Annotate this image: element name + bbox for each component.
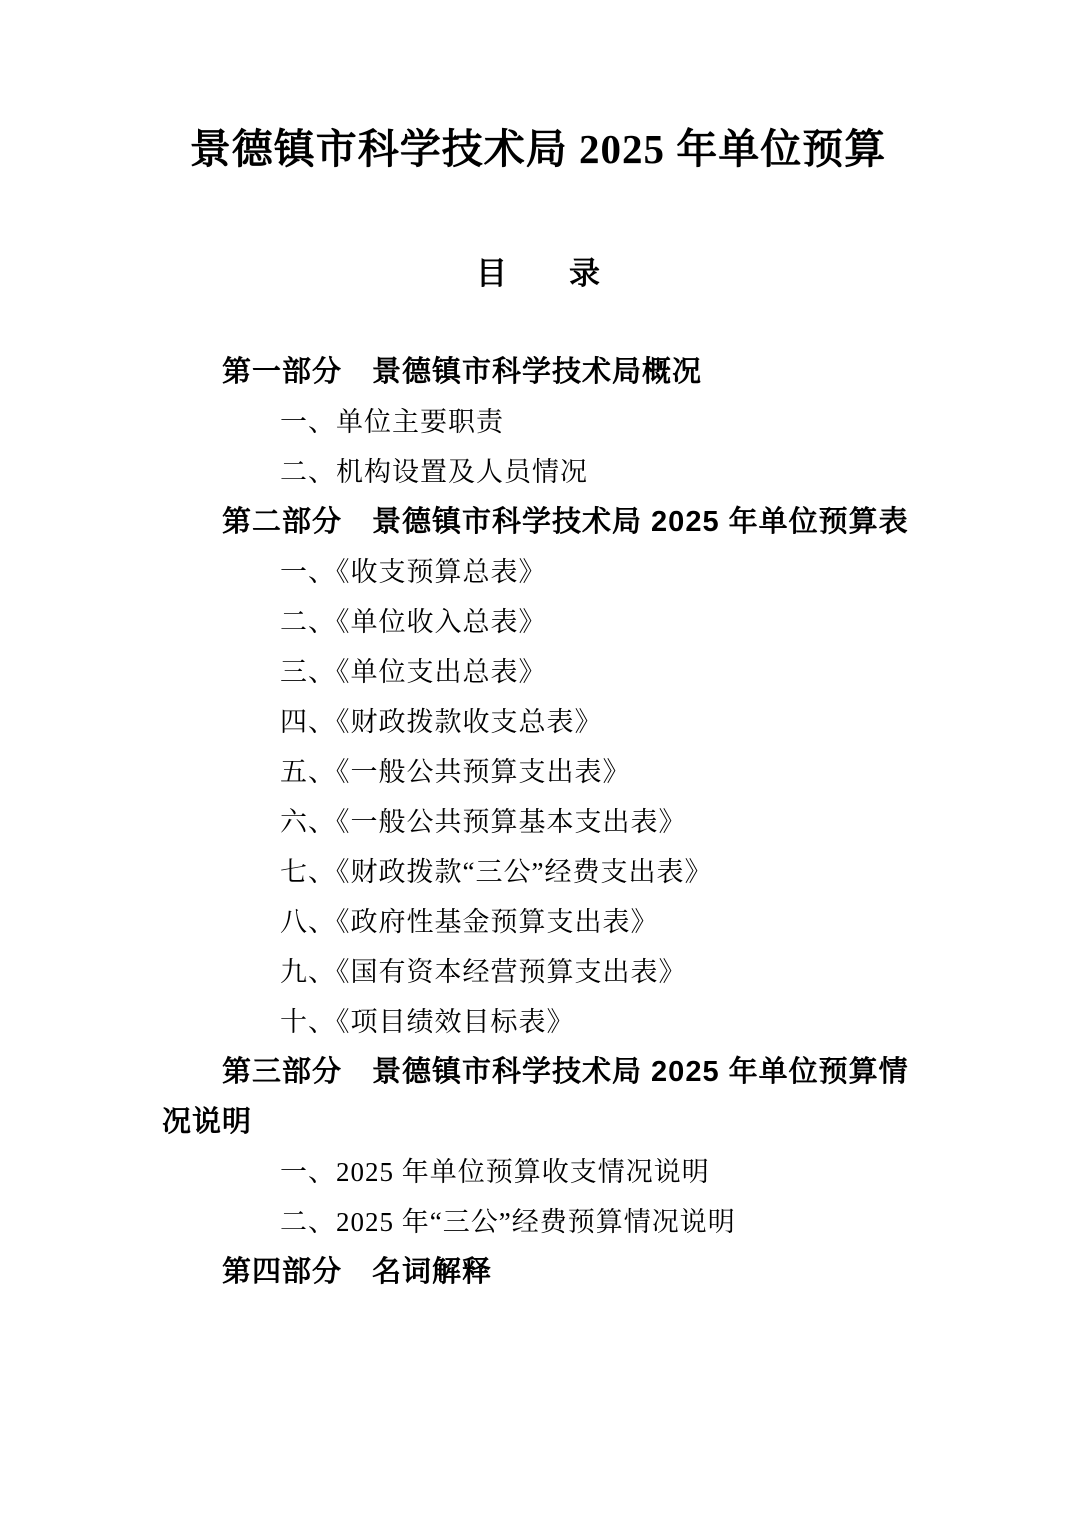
- toc-item: 二、2025 年“三公”经费预算情况说明: [280, 1207, 736, 1237]
- toc-item: 五、《一般公共预算支出表》: [280, 757, 631, 787]
- toc-item: 一、单位主要职责: [280, 407, 504, 437]
- toc-item: 四、《财政拨款收支总表》: [280, 707, 603, 737]
- section-4-heading: 第四部分 名词解释: [222, 1256, 493, 1288]
- toc-item: 九、《国有资本经营预算支出表》: [280, 957, 687, 987]
- toc-section-4: [162, 1247, 914, 1297]
- toc-item: 七、《财政拨款“三公”经费支出表》: [280, 857, 713, 887]
- toc-item: 六、《一般公共预算基本支出表》: [280, 807, 687, 837]
- section-2-heading: 第二部分 景德镇市科学技术局 2025 年单位预算表: [222, 506, 909, 538]
- toc-heading: 目 录: [476, 256, 600, 291]
- toc-section-1: [162, 347, 914, 497]
- toc-item: 一、《收支预算总表》: [280, 557, 547, 587]
- section-1-heading: 第一部分 景德镇市科学技术局概况: [222, 356, 703, 388]
- toc-section-2: [162, 497, 914, 1047]
- toc-section-3: [162, 1047, 914, 1247]
- toc-item: 三、《单位支出总表》: [280, 657, 547, 687]
- document-title: 景德镇市科学技术局 2025 年单位预算: [189, 126, 887, 172]
- toc-item: 一、2025 年单位预算收支情况说明: [280, 1157, 710, 1187]
- toc-item: 十、《项目绩效目标表》: [280, 1007, 575, 1037]
- toc-item: 二、机构设置及人员情况: [280, 457, 588, 487]
- table-of-contents: [162, 347, 914, 1297]
- toc-item: 二、《单位收入总表》: [280, 607, 547, 637]
- section-3-heading: 第三部分 景德镇市科学技术局 2025 年单位预算情况说明: [162, 1056, 909, 1138]
- toc-item: 八、《政府性基金预算支出表》: [280, 907, 659, 937]
